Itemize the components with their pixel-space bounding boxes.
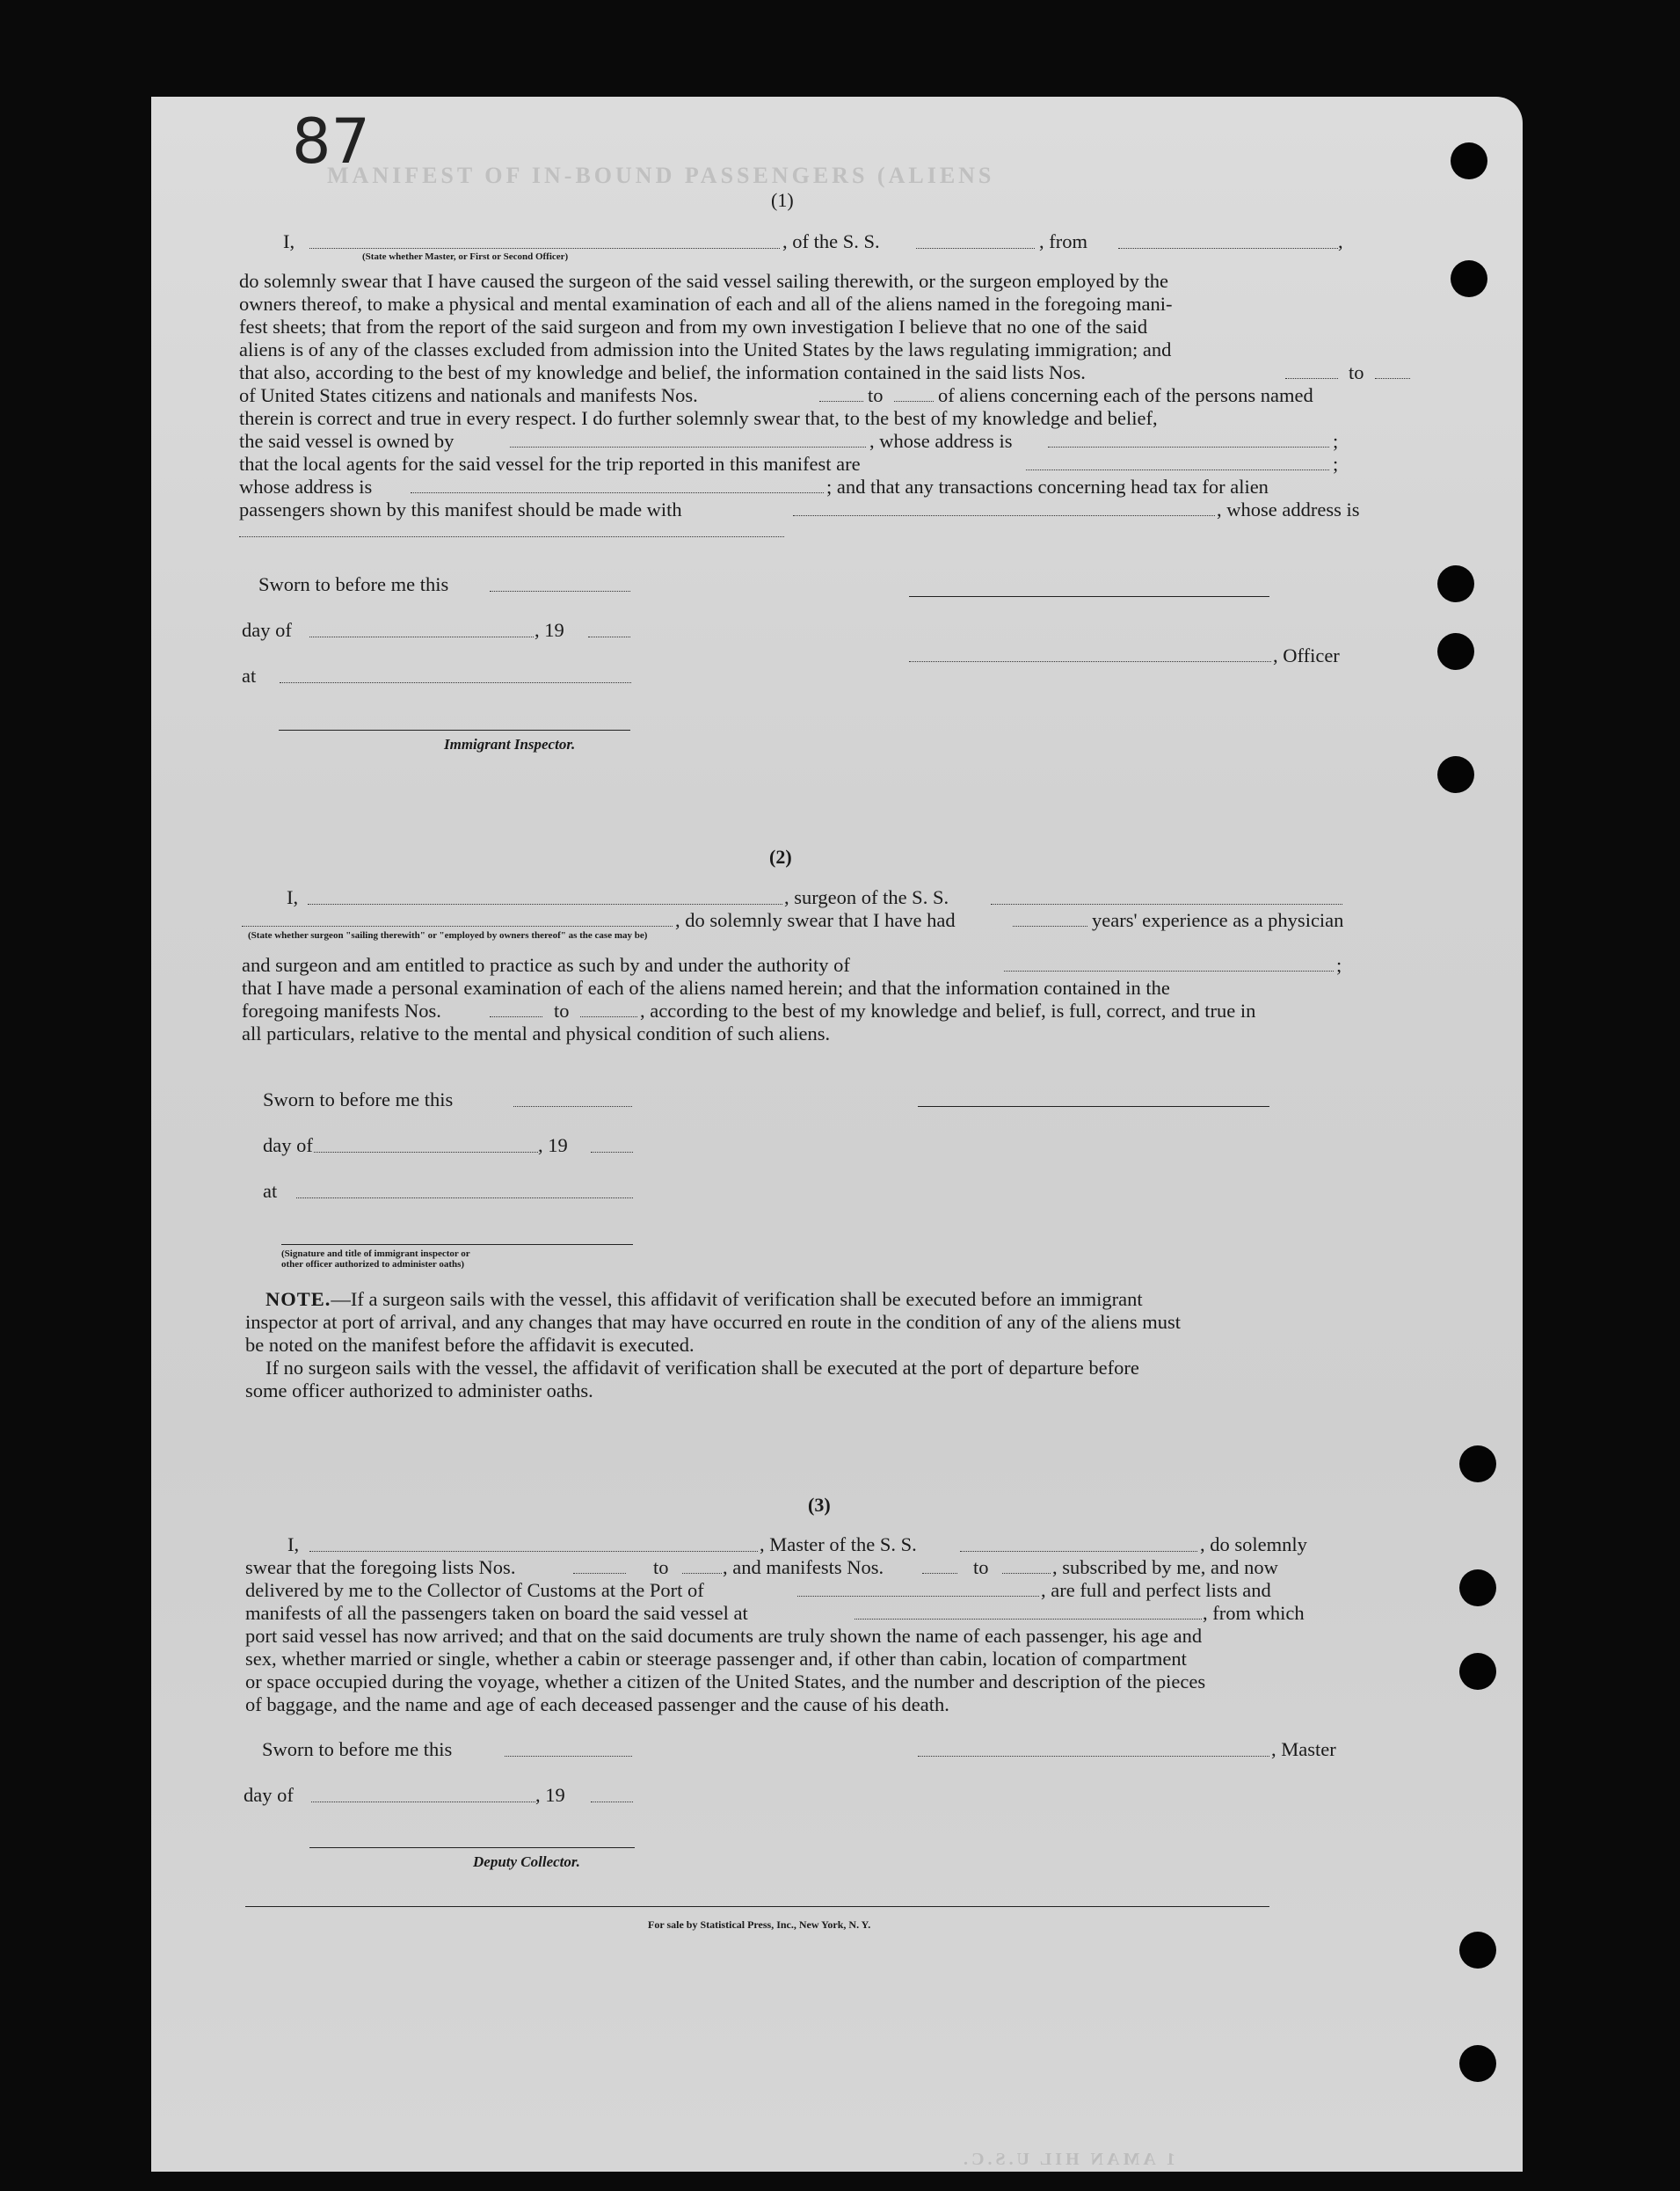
s1-line1-comma: , <box>1338 230 1343 252</box>
s1-year: , 19 <box>535 619 564 641</box>
s2-years-blank[interactable] <box>1013 926 1087 927</box>
s3-master-name-blank[interactable] <box>309 1551 758 1552</box>
s2-l2a: , do solemnly swear that I have had <box>675 909 956 931</box>
s3-l6: sex, whether married or single, whether a cabin or steerage passenger and, if other than cabin, location of compartment <box>245 1648 1187 1670</box>
s3-l1a: I, <box>287 1533 300 1555</box>
s1-p3: fest sheets; that from the report of the said surgeon and from my own investigation I believe that no one of the said <box>239 316 1148 338</box>
s1-manifests-from-blank[interactable] <box>819 401 863 402</box>
s2-year: , 19 <box>538 1134 568 1156</box>
s1-owner-address-blank[interactable] <box>1048 447 1329 448</box>
s2-inspector-line[interactable] <box>281 1244 633 1245</box>
binder-hole <box>1459 1445 1496 1482</box>
binder-hole <box>1451 142 1487 179</box>
section2-heading: (2) <box>769 846 792 868</box>
s3-l2c: , and manifests Nos. <box>723 1556 884 1578</box>
s1-p8a: the said vessel is owned by <box>239 430 455 452</box>
s3-collector-label: Deputy Collector. <box>473 1853 580 1870</box>
s3-l2b: to <box>653 1556 669 1578</box>
handwritten-mark: 87 <box>292 106 371 178</box>
s1-manifests-to-blank[interactable] <box>894 401 934 402</box>
s1-line1-end: , from <box>1039 230 1087 252</box>
s3-l4a: manifests of all the passengers taken on board the said vessel at <box>245 1602 748 1624</box>
s2-year-blank[interactable] <box>591 1152 633 1153</box>
s2-l6: all particulars, relative to the mental and physical condition of such aliens. <box>242 1023 831 1045</box>
form-sheet <box>151 97 1523 2172</box>
s3-lists-from-blank[interactable] <box>573 1573 626 1574</box>
s2-l5c: , according to the best of my knowledge and belief, is full, correct, and true in <box>640 1000 1256 1022</box>
s1-officer-blank[interactable] <box>309 248 780 249</box>
s3-sworn-blank[interactable] <box>505 1756 632 1757</box>
binder-hole <box>1437 565 1474 602</box>
s2-note1-text: —If a surgeon sails with the vessel, this affidavit of verification shall be executed before an immigrant <box>331 1288 1143 1310</box>
s2-l2b: years' experience as a physician <box>1092 909 1344 931</box>
s1-p6a: of United States citizens and nationals and manifests Nos. <box>239 384 698 406</box>
s3-vessel-blank[interactable] <box>960 1551 1197 1552</box>
footer-text: For sale by Statistical Press, Inc., New York, N. Y. <box>648 1918 871 1931</box>
s1-p5a: that also, according to the best of my knowledge and belief, the information contained in the said lists Nos. <box>239 361 1086 383</box>
s3-master-signature-blank[interactable] <box>918 1756 1269 1757</box>
s1-sworn: Sworn to before me this <box>258 573 449 595</box>
s1-p1: do solemnly swear that I have caused the surgeon of the said vessel sailing therewith, or the surgeon employed by the <box>239 270 1169 292</box>
binder-hole <box>1459 1653 1496 1690</box>
s2-note3: be noted on the manifest before the affidavit is executed. <box>245 1334 695 1356</box>
s3-l4b: , from which <box>1203 1602 1305 1624</box>
faded-footer: 1 AMAN HIL U.S.C. <box>960 2150 1175 2169</box>
s2-l1b: , surgeon of the S. S. <box>784 886 949 908</box>
s1-headtax-address-blank[interactable] <box>239 536 784 537</box>
s2-manifests-to-blank[interactable] <box>580 1016 637 1017</box>
s3-sworn: Sworn to before me this <box>262 1738 453 1760</box>
s2-l3b: ; <box>1336 954 1342 976</box>
s2-l5a: foregoing manifests Nos. <box>242 1000 441 1022</box>
s1-line1-mid: , of the S. S. <box>782 230 880 252</box>
s3-l3a: delivered by me to the Collector of Customs at the Port of <box>245 1579 704 1601</box>
s3-l1b: , Master of the S. S. <box>760 1533 917 1555</box>
s2-note2: inspector at port of arrival, and any changes that may have occurred en route in the condition of any of the aliens must <box>245 1311 1182 1333</box>
s1-p6b: to <box>868 384 884 406</box>
s1-owner-blank[interactable] <box>510 447 866 448</box>
s2-note5: some officer authorized to administer oaths. <box>245 1379 593 1401</box>
s1-p10a: whose address is <box>239 476 373 498</box>
s2-surgeon-note: (State whether surgeon "sailing therewith" or "employed by owners thereof" as the case may be) <box>248 930 648 941</box>
s1-headtax-blank[interactable] <box>793 515 1215 516</box>
s3-year: , 19 <box>535 1784 565 1806</box>
s3-boarded-at-blank[interactable] <box>855 1619 1202 1620</box>
s1-p6c: of aliens concerning each of the persons named <box>938 384 1313 406</box>
s1-officer-name-blank[interactable] <box>909 661 1271 662</box>
s3-collector-line[interactable] <box>309 1847 635 1848</box>
s2-at: at <box>263 1180 278 1202</box>
s1-p11a: passengers shown by this manifest should be made with <box>239 499 682 520</box>
s3-l8: of baggage, and the name and age of each deceased passenger and the cause of his death. <box>245 1693 949 1715</box>
s1-p9c: ; <box>1333 453 1339 475</box>
binder-hole <box>1437 756 1474 793</box>
s2-sworn-blank[interactable] <box>513 1106 632 1107</box>
s1-p4: aliens is of any of the classes excluded from admission into the United States by the laws regulating immigration; and <box>239 338 1172 360</box>
s1-p5b: to <box>1349 361 1364 383</box>
s2-l5b: to <box>554 1000 570 1022</box>
s1-p11b: , whose address is <box>1217 499 1360 520</box>
s1-p7: therein is correct and true in every respect. I do further solemnly swear that, to the best of my knowledge and belief, <box>239 407 1158 429</box>
s3-l3b: , are full and perfect lists and <box>1041 1579 1271 1601</box>
binder-hole <box>1451 260 1487 297</box>
s2-surgeon-signature-line[interactable] <box>918 1106 1269 1107</box>
s1-sworn-blank[interactable] <box>490 591 630 592</box>
s1-p8c: ; <box>1333 430 1339 452</box>
s3-l2e: , subscribed by me, and now <box>1052 1556 1278 1578</box>
s2-authority-blank[interactable] <box>1004 971 1334 972</box>
s2-note4: If no surgeon sails with the vessel, the affidavit of verification shall be executed at the port of departure before <box>265 1357 1139 1379</box>
s1-inspector-line[interactable] <box>279 730 630 731</box>
binder-hole <box>1459 2045 1496 2082</box>
s2-surgeon-type-blank[interactable] <box>242 926 673 927</box>
s1-inspector-label: Immigrant Inspector. <box>444 736 576 753</box>
binder-hole <box>1459 1932 1496 1969</box>
s1-from-blank[interactable] <box>1118 248 1338 249</box>
faded-header: MANIFEST OF IN-BOUND PASSENGERS (ALIENS <box>327 163 995 188</box>
section1-heading: (1) <box>771 189 794 211</box>
s3-l1c: , do solemnly <box>1200 1533 1307 1555</box>
s3-l2a: swear that the foregoing lists Nos. <box>245 1556 516 1578</box>
s3-port-blank[interactable] <box>797 1596 1039 1597</box>
s2-manifests-from-blank[interactable] <box>490 1016 542 1017</box>
s2-day-blank[interactable] <box>314 1152 538 1153</box>
s1-day-of: day of <box>242 619 292 641</box>
s2-surgeon-name-blank[interactable] <box>308 904 782 905</box>
s1-lists-to-blank[interactable] <box>1375 378 1410 379</box>
s2-day-of: day of <box>263 1134 313 1156</box>
s1-officer-signature-line[interactable] <box>909 596 1269 597</box>
s2-sworn: Sworn to before me this <box>263 1088 454 1110</box>
s3-manifests-from-blank[interactable] <box>922 1573 957 1574</box>
s2-sig-note1: (Signature and title of immigrant inspector or <box>281 1248 470 1259</box>
s1-at: at <box>242 665 257 687</box>
s2-at-blank[interactable] <box>296 1197 633 1198</box>
s3-l2d: to <box>973 1556 989 1578</box>
s1-at-blank[interactable] <box>280 682 631 683</box>
s1-agents-address-blank[interactable] <box>411 492 824 493</box>
s3-master-label: , Master <box>1271 1738 1336 1760</box>
s3-l5: port said vessel has now arrived; and that on the said documents are truly shown the name of each passenger, his age and <box>245 1625 1203 1647</box>
s2-vessel-blank[interactable] <box>991 904 1342 905</box>
s3-l7: or space occupied during the voyage, whether a citizen of the United States, and the number and description of the pieces <box>245 1671 1206 1692</box>
s3-lists-to-blank[interactable] <box>682 1573 722 1574</box>
s1-officer-note: (State whether Master, or First or Second Officer) <box>362 251 569 262</box>
s2-l1a: I, <box>287 886 299 908</box>
s1-p10b: ; and that any transactions concerning head tax for alien <box>826 476 1269 498</box>
s1-vessel-blank[interactable] <box>916 248 1035 249</box>
s1-p9: that the local agents for the said vessel for the trip reported in this manifest are <box>239 453 861 475</box>
s2-note-label: NOTE. <box>265 1288 331 1310</box>
s1-p8b: , whose address is <box>869 430 1013 452</box>
s3-manifests-to-blank[interactable] <box>1002 1573 1051 1574</box>
s1-p2: owners thereof, to make a physical and mental examination of each and all of the aliens named in the foregoing mani- <box>239 293 1173 315</box>
binder-hole <box>1437 633 1474 670</box>
s2-l3a: and surgeon and am entitled to practice as such by and under the authority of <box>242 954 850 976</box>
binder-hole <box>1459 1569 1496 1606</box>
footer-rule <box>245 1906 1269 1907</box>
s2-l4: that I have made a personal examination of each of the aliens named herein; and that the information contained in the <box>242 977 1170 999</box>
s1-lists-from-blank[interactable] <box>1285 378 1338 379</box>
s1-officer-label: , Officer <box>1273 644 1340 666</box>
s3-day-of: day of <box>244 1784 294 1806</box>
s2-sig-note2: other officer authorized to administer oaths) <box>281 1259 465 1270</box>
s1-line1-prefix: I, <box>283 230 295 252</box>
section3-heading: (3) <box>808 1494 831 1516</box>
s2-note1 <box>265 1288 1143 1311</box>
